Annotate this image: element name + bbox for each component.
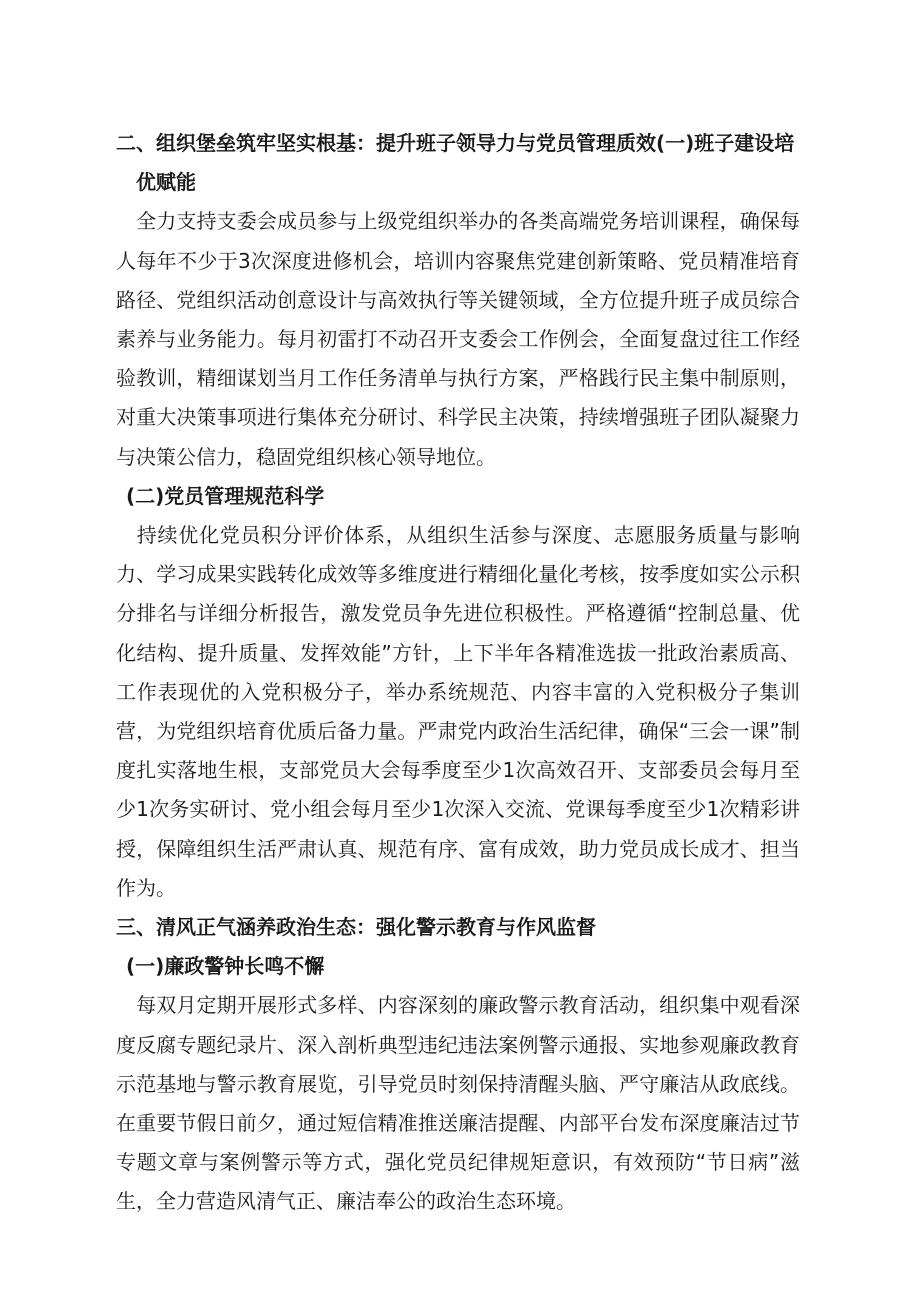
section-3-heading: 三、清风正气涵养政治生态：强化警示教育与作风监督 bbox=[116, 915, 596, 940]
section-2-paragraph-1-text: 全力支持支委会成员参与上级党组织举办的各类高端党务培训课程，确保每人每年不少于3次深度进修机会，培训内容聚焦党建创新策略、党员精准培育路径、党组织活动创意设计与高效执行等关键领域，全方位提升班子成员综合素养与业务能力。每月初雷打不动召开支委会工作例会，全面复盘过往工作经验教训，精细谋划当月工作任务清单与执行方案，严格践行民主集中制原则，对重大决策事项进行集体充分研讨、科学民主决策，持续增强班子团队凝聚力与决策公信力，稳固党组织核心领导地位。 bbox=[116, 209, 800, 469]
section-3-paragraph-1 bbox=[116, 986, 800, 1221]
section-2-paragraph-1 bbox=[116, 202, 800, 476]
section-3-paragraph-1-text: 每双月定期开展形式多样、内容深刻的廉政警示教育活动，组织集中观看深度反腐专题纪录片、深入剖析典型违纪违法案例警示通报、实地参观廉政教育示范基地与警示教育展览，引导党员时刻保持清醒头脑、严守廉洁从政底线。在重要节假日前夕，通过短信精准推送廉洁提醒、内部平台发布深度廉洁过节专题文章与案例警示等方式，强化党员纪律规矩意识，有效预防“节日病”滋生，全力营造风清气正、廉洁奉公的政治生态环境。 bbox=[116, 993, 800, 1214]
section-2-paragraph-2 bbox=[116, 516, 800, 908]
section-2-heading-line1: 二、组织堡垒筑牢坚实根基：提升班子领导力与党员管理质效(一)班子建设培 bbox=[116, 131, 795, 155]
section-2-heading-line2: 优赋能 bbox=[136, 170, 196, 195]
section-2-heading bbox=[116, 124, 800, 202]
document-body bbox=[116, 124, 800, 1222]
section-2-subheading-2: (二)党员管理规范科学 bbox=[126, 483, 325, 508]
section-2-paragraph-2-text: 持续优化党员积分评价体系，从组织生活参与深度、志愿服务质量与影响力、学习成果实践转化成效等多维度进行精细化量化考核，按季度如实公示积分排名与详细分析报告，激发党员争先进位积极性。严格遵循“控制总量、优化结构、提升质量、发挥效能”方针，上下半年各精准选拔一批政治素质高、工作表现优的入党积极分子，举办系统规范、内容丰富的入党积极分子集训营，为党组织培育优质后备力量。严肃党内政治生活纪律，确保“三会一课”制度扎实落地生根，支部党员大会每季度至少1次高效召开、支部委员会每月至少1次务实研讨、党小组会每月至少1次深入交流、党课每季度至少1次精彩讲授，保障组织生活严肃认真、规范有序、富有成效，助力党员成长成才、担当作为。 bbox=[116, 523, 800, 900]
section-3-subheading-1: (一)廉政警钟长鸣不懈 bbox=[126, 954, 325, 979]
